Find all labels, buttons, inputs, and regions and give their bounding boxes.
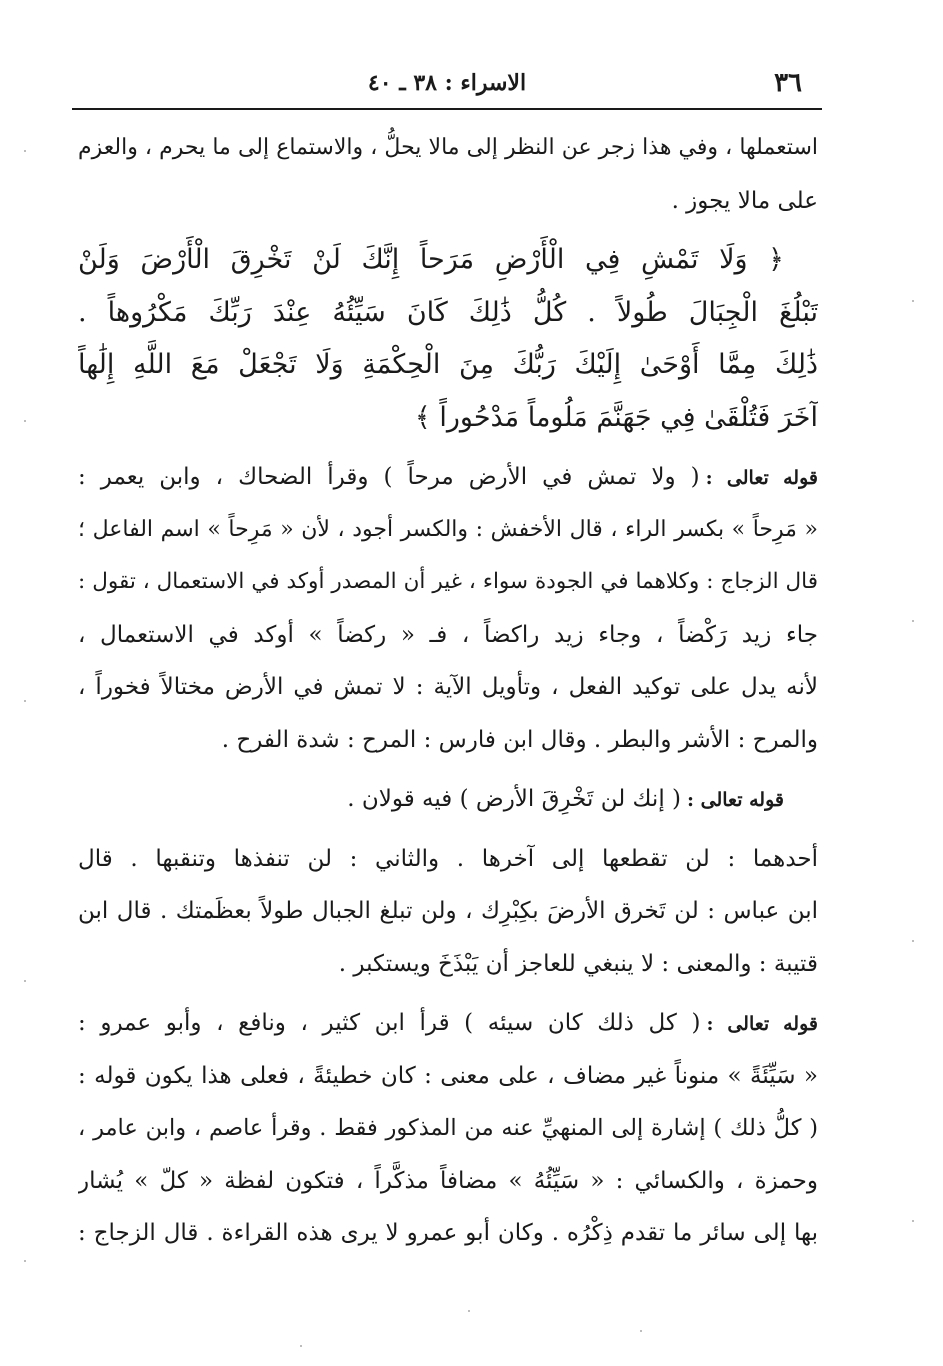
text-line xyxy=(78,833,818,886)
page-number: ٣٦ xyxy=(774,68,802,98)
scan-speck xyxy=(912,300,914,302)
paragraph-gap xyxy=(78,444,818,451)
line-text: تَبْلُغَ الْجِبَالَ طُولاً . كُلُّ ذَٰلِكَ كَانَ سَيِّئُهُ عِنْدَ رَبِّكَ مَكْرُوهاً . xyxy=(78,296,818,328)
text-line xyxy=(78,938,818,991)
running-head: الاسراء : ٣٨ ـ ٤٠ xyxy=(367,70,527,96)
text-line xyxy=(78,714,818,767)
scan-speck xyxy=(912,940,914,942)
scan-speck xyxy=(24,1260,26,1262)
paragraph xyxy=(78,833,818,991)
commentary-lead: قوله تعالى : xyxy=(705,467,818,489)
text-line xyxy=(78,609,818,662)
text-line xyxy=(78,451,818,504)
text-line xyxy=(78,885,818,938)
paragraph xyxy=(78,997,818,1260)
line-text: على مالا يجوز . xyxy=(671,187,818,214)
paragraph-gap xyxy=(78,990,818,997)
text-line xyxy=(78,1207,818,1260)
scan-speck xyxy=(24,150,26,152)
paragraph xyxy=(78,773,818,826)
line-text: والمرح : الأشر والبطر . وقال ابن فارس : المرح : شدة الفرح . xyxy=(221,726,818,753)
line-text: « سَيِّئَةً » منوناً غير مضاف ، على معنى : كان خطيئةً ، فعلى هذا يكون قوله : xyxy=(78,1062,818,1089)
line-text: ( كل ذلك كان سيئه ) قرأ ابن كثير ، ونافع ، وأبو عمرو : xyxy=(78,1010,701,1036)
line-text: « مَرِحاً » بكسر الراء ، قال الأخفش : والكسر أجود ، لأن « مَرِحاً » اسم الفاعل ؛ xyxy=(78,516,818,542)
scan-speck xyxy=(912,620,914,622)
paragraph-gap xyxy=(78,227,818,234)
line-text: لأنه يدل على توكيد الفعل ، وتأويل الآية : لا تمش في الأرض مختالاً فخوراً ، xyxy=(78,674,818,700)
page-header xyxy=(72,62,822,104)
text-line xyxy=(78,661,818,714)
text-line xyxy=(78,287,818,340)
text-line xyxy=(78,1155,818,1208)
line-text: ( كلُّ ذلك ) إشارة إلى المنهيِّ عنه من المذكور فقط . وقرأ عاصم ، وابن عامر ، xyxy=(78,1115,818,1141)
line-text: استعملها ، وفي هذا زجر عن النظر إلى مالا يحلُّ ، والاستماع إلى ما يحرم ، والعزم xyxy=(78,135,818,160)
quran-verse-block xyxy=(78,234,818,444)
paragraph-gap xyxy=(78,826,818,833)
scan-speck xyxy=(300,1345,302,1347)
text-line xyxy=(78,1102,818,1155)
paragraph xyxy=(78,451,818,766)
scan-speck xyxy=(468,1310,470,1312)
text-line xyxy=(78,122,818,175)
line-text: وحمزة ، والكسائي : « سَيِّئُهُ » مضافاً مذكَّراً ، فتكون لفظة « كلّ » يُشار xyxy=(78,1167,818,1194)
line-text: ( إنك لن تَخْرِقَ الأرض ) فيه قولان . xyxy=(347,786,681,812)
line-text: جاء زيد رَكْضاً ، وجاء زيد راكضاً ، فـ « ركضاً » أوكد في الاستعمال ، xyxy=(78,621,818,648)
line-text: قتيبة : والمعنى : لا ينبغي للعاجز أن يَبْذَخَ ويستكبر . xyxy=(338,950,818,977)
commentary-lead: قوله تعالى : xyxy=(687,789,784,811)
text-line xyxy=(78,556,818,609)
body-text xyxy=(78,122,818,1260)
text-line xyxy=(78,234,818,287)
text-line xyxy=(78,1050,818,1103)
paragraph-gap xyxy=(78,766,818,773)
paragraph xyxy=(78,122,818,227)
text-line xyxy=(78,175,818,228)
header-rule xyxy=(72,108,822,110)
line-text: ﴿ وَلَا تَمْشِ فِي الْأَرْضِ مَرَحاً إِنَّكَ لَنْ تَخْرِقَ الْأَرْضَ وَلَنْ xyxy=(78,244,784,275)
text-line xyxy=(78,339,818,392)
text-line xyxy=(78,997,818,1050)
commentary-lead: قوله تعالى : xyxy=(706,1013,818,1035)
line-text: ابن عباس : لن تَخرق الأرضَ بكِبْرِك ، ولن تبلغ الجبال طولاً بعظَمتك . قال ابن xyxy=(78,898,818,924)
scan-speck xyxy=(24,420,26,422)
text-line xyxy=(78,504,818,557)
line-text: آخَرَ فَتُلْقَىٰ فِي جَهَنَّمَ مَلُوماً مَدْحُوراً ﴾ xyxy=(414,401,818,433)
line-text: ذَٰلِكَ مِمَّا أَوْحَىٰ إِلَيْكَ رَبُّكَ مِنَ الْحِكْمَةِ وَلَا تَجْعَلْ مَعَ اللَّهِ إِلَٰهاً xyxy=(78,349,818,380)
line-text: قال الزجاج : وكلاهما في الجودة سواء ، غير أن المصدر أوكد في الاستعمال ، تقول : xyxy=(78,569,818,594)
line-text: ( ولا تمش في الأرض مرحاً ) وقرأ الضحاك ، وابن يعمر : xyxy=(78,464,700,490)
scan-speck xyxy=(24,980,26,982)
text-line xyxy=(78,392,818,445)
text-line xyxy=(78,773,818,826)
line-text: أحدهما : لن تقطعها إلى آخرها . والثاني : لن تنفذها وتنقبها . قال xyxy=(78,845,818,872)
line-text: بها إلى سائر ما تقدم ذِكْرُه . وكان أبو عمرو لا يرى هذه القراءة . قال الزجاج : xyxy=(78,1220,818,1246)
scan-speck xyxy=(912,1220,914,1222)
scan-speck xyxy=(640,1330,642,1332)
scan-speck xyxy=(24,700,26,702)
